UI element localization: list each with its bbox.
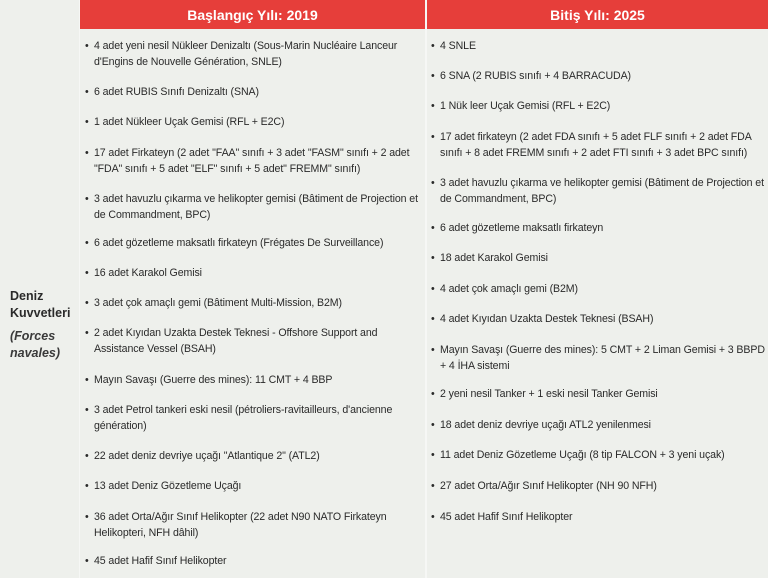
- list-item: • 3 adet havuzlu çıkarma ve helikopter gemisi (Bâtiment de Projection et de Commandment, BPC): [440, 176, 766, 207]
- list-item: • 3 adet çok amaçlı gemi (Bâtiment Multi-Mission, B2M): [94, 296, 420, 312]
- list-item: • 1 Nük leer Uçak Gemisi (RFL + E2C): [440, 99, 766, 115]
- list-item: • 6 SNA (2 RUBIS sınıfı + 4 BARRACUDA): [440, 69, 766, 85]
- list-item: • 3 adet havuzlu çıkarma ve helikopter gemisi (Bâtiment de Projection et de Commandment, BPC): [94, 192, 420, 223]
- list-item: • 6 adet gözetleme maksatlı firkateyn: [440, 221, 766, 237]
- list-item: • 2 yeni nesil Tanker + 1 eski nesil Tanker Gemisi: [440, 387, 766, 403]
- header-blank-cell: [0, 0, 79, 29]
- list-item: • 16 adet Karakol Gemisi: [94, 266, 420, 282]
- list-item: • 45 adet Hafif Sınıf Helikopter: [440, 510, 766, 526]
- header-end-year: Bitiş Yılı: 2025: [427, 0, 768, 29]
- list-item: • 4 adet çok amaçlı gemi (B2M): [440, 282, 766, 298]
- list-item: • 13 adet Deniz Gözetleme Uçağı: [94, 479, 420, 495]
- list-item: • 4 SNLE: [440, 39, 766, 55]
- row-sublabel: (Forces navales): [10, 329, 61, 360]
- list-item: • Mayın Savaşı (Guerre des mines): 5 CMT + 2 Liman Gemisi + 3 BBPD + 4 İHA sistemi: [440, 343, 766, 374]
- row-label-cell: [0, 29, 79, 578]
- list-item: • Mayın Savaşı (Guerre des mines): 11 CMT + 4 BBP: [94, 373, 420, 389]
- list-item: • 4 adet yeni nesil Nükleer Denizaltı (Sous-Marin Nucléaire Lanceur d'Engins de Nouvelle Génération, SNLE): [94, 39, 420, 70]
- end-column: [427, 29, 768, 578]
- row-label: Deniz Kuvvetleri: [10, 289, 71, 320]
- list-item: • 27 adet Orta/Ağır Sınıf Helikopter (NH 90 NFH): [440, 479, 766, 495]
- list-item: • 4 adet Kıyıdan Uzakta Destek Teknesi (BSAH): [440, 312, 766, 328]
- list-item: • 17 adet firkateyn (2 adet FDA sınıfı + 5 adet FLF sınıfı + 2 adet FDA sınıfı + 8 adet FREMM sınıfı + 2 adet FTI sınıfı + 3 adet BPC sınıfı): [440, 130, 766, 161]
- list-item: • 22 adet deniz devriye uçağı "Atlantique 2" (ATL2): [94, 449, 420, 465]
- list-item: • 6 adet gözetleme maksatlı firkateyn (Frégates De Surveillance): [94, 236, 420, 252]
- start-column: [80, 29, 425, 578]
- list-item: • 3 adet Petrol tankeri eski nesil (pétroliers-ravitailleurs, d'ancienne génération): [94, 403, 420, 434]
- list-item: • 17 adet Firkateyn (2 adet "FAA" sınıfı + 3 adet "FASM" sınıfı + 2 adet "FDA" sınıfı + 5 adet "ELF" sınıfı + 5 adet" FREMM" sınıfı): [94, 146, 420, 177]
- list-item: • 18 adet Karakol Gemisi: [440, 251, 766, 267]
- list-item: • 2 adet Kıyıdan Uzakta Destek Teknesi - Offshore Support and Assistance Vessel (BSAH): [94, 326, 420, 357]
- list-item: • 45 adet Hafif Sınıf Helikopter: [94, 554, 420, 570]
- list-item: • 18 adet deniz devriye uçağı ATL2 yenilenmesi: [440, 418, 766, 434]
- list-item: • 1 adet Nükleer Uçak Gemisi (RFL + E2C): [94, 115, 420, 131]
- list-item: • 6 adet RUBIS Sınıfı Denizaltı (SNA): [94, 85, 420, 101]
- header-start-year: Başlangıç Yılı: 2019: [80, 0, 425, 29]
- list-item: • 36 adet Orta/Ağır Sınıf Helikopter (22 adet N90 NATO Firkateyn Helikopteri, NFH dâhil): [94, 510, 420, 541]
- list-item: • 11 adet Deniz Gözetleme Uçağı (8 tip FALCON + 3 yeni uçak): [440, 448, 766, 464]
